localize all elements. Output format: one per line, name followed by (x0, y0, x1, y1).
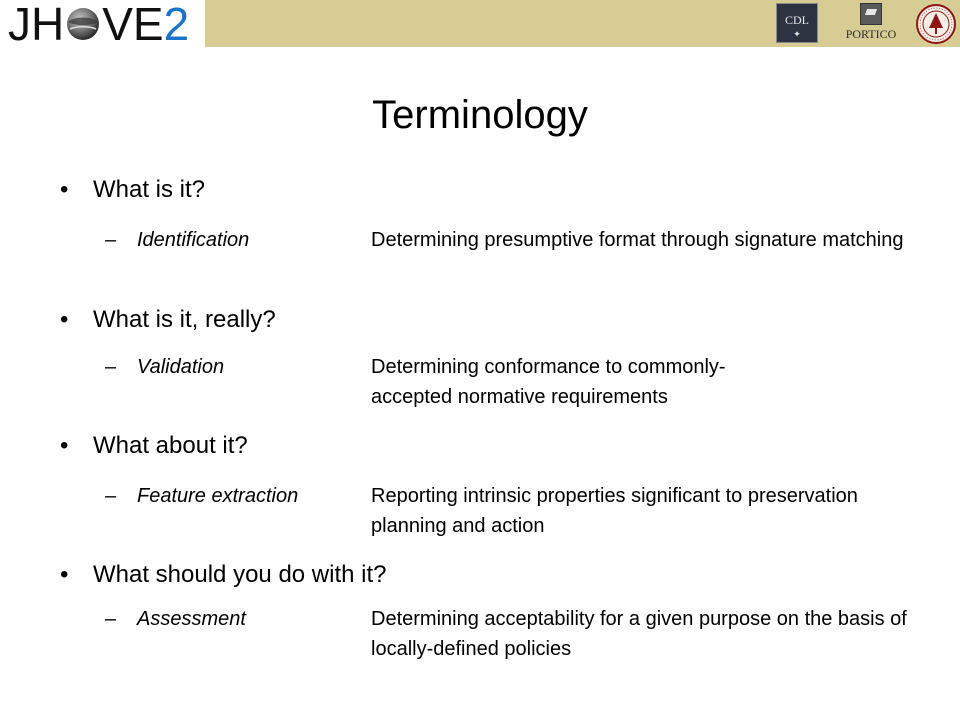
globe-icon (65, 6, 101, 42)
bullet-item (60, 432, 248, 460)
dash-glyph: – (105, 608, 117, 630)
term-label: Identification (137, 229, 250, 251)
bullet-glyph: • (60, 306, 69, 333)
logo-text-2: 2 (163, 0, 190, 50)
portico-logo (836, 3, 906, 47)
portico-logo-text: PORTICO (845, 27, 897, 41)
portico-mark-icon (860, 3, 882, 25)
term-description: Reporting intrinsic properties significant to preservation planning and action (371, 485, 858, 537)
bullet-text: What is it, really? (93, 306, 276, 333)
term-label: Validation (137, 356, 225, 378)
bullet-item (60, 176, 205, 204)
jhove2-logo (8, 0, 189, 48)
cdl-logo-text: CDL (785, 13, 809, 27)
term-description: Determining presumptive format through signature matching (371, 229, 904, 251)
term-label: Feature extraction (137, 485, 299, 507)
bullet-glyph: • (60, 176, 69, 203)
bullet-glyph: • (60, 561, 69, 588)
bullet-text: What about it? (93, 432, 248, 459)
stanford-seal-icon (916, 4, 956, 44)
term-description: Determining acceptability for a given purpose on the basis of locally-defined policies (371, 608, 907, 660)
cdl-logo (776, 3, 818, 43)
term-description: Determining conformance to commonly-accepted normative requirements (371, 356, 726, 408)
bullet-item (60, 561, 387, 589)
bullet-text: What should you do with it? (93, 561, 387, 588)
slide-title: Terminology (372, 93, 588, 137)
bullet-glyph: • (60, 432, 69, 459)
term-label: Assessment (137, 608, 246, 630)
bullet-item (60, 306, 276, 334)
bullet-text: What is it? (93, 176, 206, 203)
dash-glyph: – (105, 229, 117, 251)
logo-text-jh: JH (8, 0, 65, 50)
logo-text-ve: VE (102, 0, 164, 50)
dash-glyph: – (105, 356, 117, 378)
star-icon: ✦ (793, 29, 801, 39)
dash-glyph: – (105, 485, 117, 507)
